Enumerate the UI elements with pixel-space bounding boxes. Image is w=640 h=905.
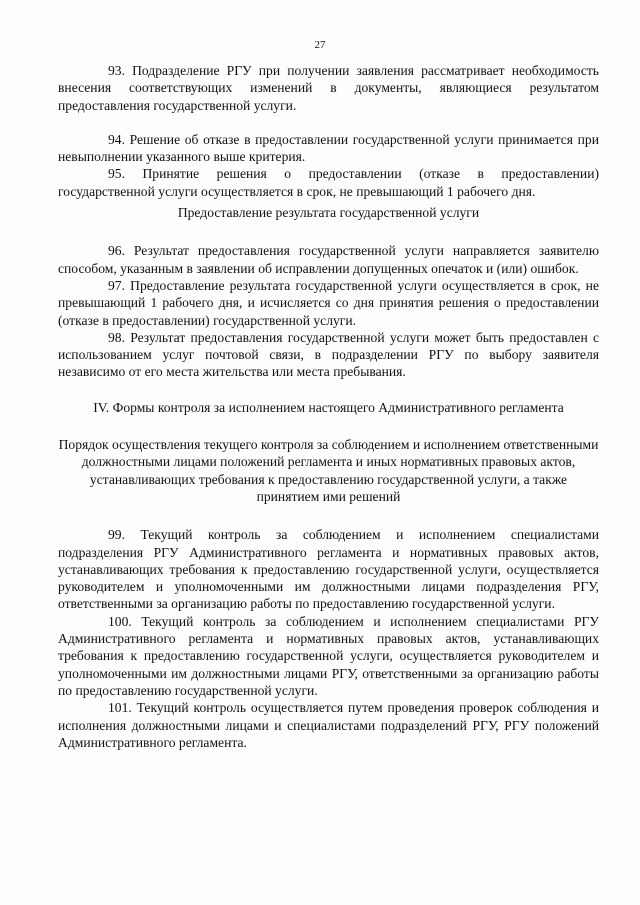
section-4-heading: IV. Формы контроля за исполнением настоящего Административного регламента: [93, 399, 564, 415]
paragraph-96: 96. Результат предоставления государственной услуги направляется заявителю способом, указанным в заявлении об исправлении допущенных опечаток и (или) ошибок.: [58, 243, 599, 276]
paragraph-99: 99. Текущий контроль за соблюдением и исполнением специалистами подразделения РГУ Административного регламента и нормативных правовых актов, устанавливающих требования к предоставлению государственной услуги, осуществляется руководителем и уполномоченными им должностными лицами подразделения РГУ, ответственными за организацию работы по предоставлению государственной услуги.: [58, 527, 599, 612]
paragraph-95: 95. Принятие решения о предоставлении (отказе в предоставлении) государственной услуги осуществляется в срок, не превышающий 1 рабочего дня.: [58, 166, 599, 199]
document-body: [58, 62, 599, 751]
heading-result-delivery: Предоставление результата государственной услуги: [177, 205, 480, 221]
paragraph-93: 93. Подразделение РГУ при получении заявления рассматривает необходимость внесения соответствующих изменений в документы, являющиеся результатом предоставления государственной услуги.: [58, 63, 599, 113]
page-number: 27: [314, 39, 326, 51]
paragraph-101: 101. Текущий контроль осуществляется путем проведения проверок соблюдения и исполнения должностными лицами и специалистами подразделений РГУ, РГУ положений Административного регламента.: [58, 700, 599, 750]
paragraph-97: 97. Предоставление результата государственной услуги осуществляется в срок, не превышающий 1 рабочего дня, и исчисляется со дня принятия решения о предоставлении (отказе в предоставлении) государственной услуги.: [58, 277, 599, 328]
heading-current-control: Порядок осуществления текущего контроля за соблюдением и исполнением ответственными должностными лицами положений регламента и иных нормативных правовых актов, устанавливающих требования к предоставлению государственной услуги, а также принятием ими решений: [58, 437, 599, 504]
paragraph-98: 98. Результат предоставления государственной услуги может быть предоставлен с использованием услуг почтовой связи, в подразделении РГУ по выбору заявителя независимо от его места жительства или места пребывания.: [58, 329, 599, 380]
paragraph-94: 94. Решение об отказе в предоставлении государственной услуги принимается при невыполнении указанного выше критерия.: [58, 131, 599, 165]
paragraph-100: 100. Текущий контроль за соблюдением и исполнением специалистами РГУ Административного регламента и нормативных правовых актов, устанавливающих требования к предоставлению государственной услуги, осуществляется руководителем и уполномоченными им должностными лицами РГУ, ответственными за организацию работы по предоставлению государственной услуги.: [58, 613, 599, 698]
